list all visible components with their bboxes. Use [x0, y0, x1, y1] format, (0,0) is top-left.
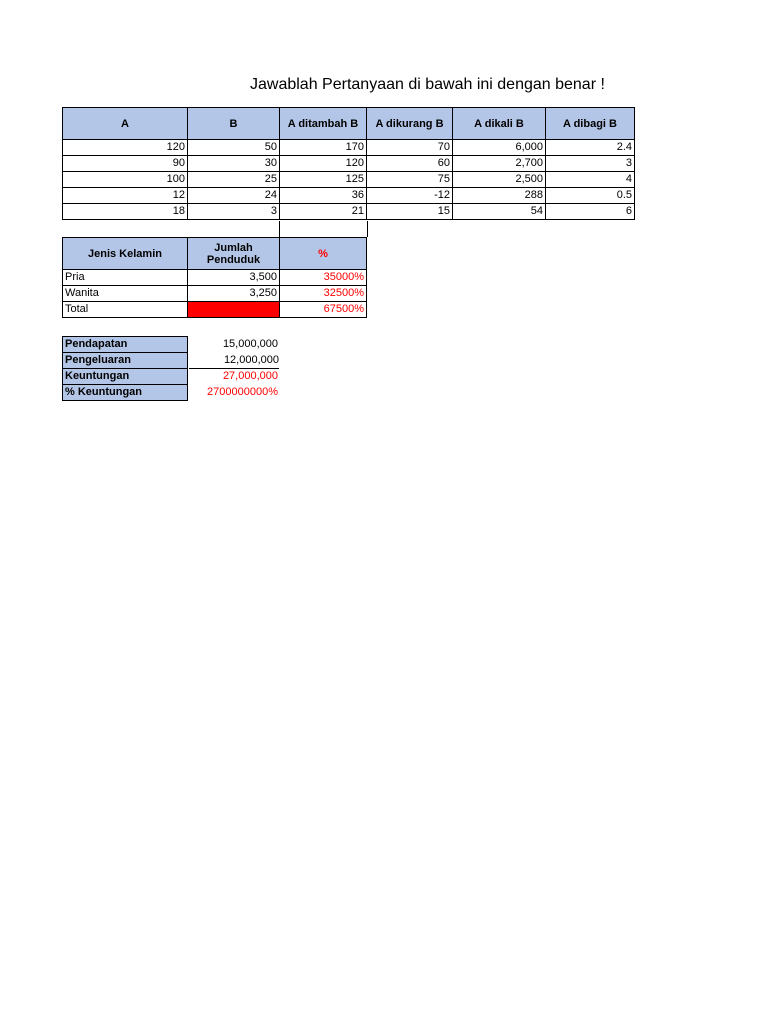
table-row [63, 286, 367, 302]
cell[interactable]: 4 [546, 172, 635, 188]
table-row [63, 302, 367, 318]
table-row [63, 172, 635, 188]
cell[interactable]: 125 [280, 172, 367, 188]
header-population-line1: Jumlah [214, 241, 253, 254]
table-row [63, 140, 635, 156]
header-row [63, 238, 367, 270]
cell[interactable]: 100 [63, 172, 188, 188]
cell[interactable]: 120 [63, 140, 188, 156]
header-multiply[interactable]: A dikali B [453, 108, 546, 140]
cell[interactable]: 12 [63, 188, 188, 204]
cell[interactable]: 120 [280, 156, 367, 172]
cell[interactable]: 2,700 [453, 156, 546, 172]
cell[interactable]: 6 [546, 204, 635, 220]
gender-label[interactable]: Pria [63, 270, 188, 286]
population-percent[interactable]: 32500% [280, 286, 367, 302]
cell[interactable]: 170 [280, 140, 367, 156]
expense-value[interactable]: 12,000,000 [189, 352, 279, 369]
profit-percent-label[interactable]: % Keuntungan [62, 384, 188, 401]
income-label[interactable]: Pendapatan [62, 336, 188, 352]
arithmetic-table [62, 107, 635, 220]
cell[interactable]: 288 [453, 188, 546, 204]
profit-label[interactable]: Keuntungan [62, 368, 188, 384]
profit-value[interactable]: 27,000,000 [222, 370, 278, 382]
cell[interactable]: 70 [367, 140, 453, 156]
header-divide[interactable]: A dibagi B [546, 108, 635, 140]
header-subtract[interactable]: A dikurang B [367, 108, 453, 140]
population-table [62, 237, 367, 318]
cell[interactable]: -12 [367, 188, 453, 204]
gender-label[interactable]: Wanita [63, 286, 188, 302]
total-count-highlighted[interactable] [188, 302, 280, 318]
cell[interactable]: 18 [63, 204, 188, 220]
cell[interactable]: 25 [188, 172, 280, 188]
cell[interactable]: 24 [188, 188, 280, 204]
total-percent[interactable]: 67500% [280, 302, 367, 318]
cell[interactable]: 15 [367, 204, 453, 220]
cell[interactable]: 60 [367, 156, 453, 172]
header-population[interactable] [188, 238, 280, 270]
cell[interactable]: 3 [546, 156, 635, 172]
header-row [63, 108, 635, 140]
cell[interactable]: 6,000 [453, 140, 546, 156]
header-gender[interactable]: Jenis Kelamin [63, 238, 188, 270]
header-b[interactable]: B [188, 108, 280, 140]
cell[interactable]: 0.5 [546, 188, 635, 204]
cell[interactable]: 54 [453, 204, 546, 220]
expense-label[interactable]: Pengeluaran [62, 352, 188, 368]
table-row [63, 156, 635, 172]
population-count[interactable]: 3,250 [188, 286, 280, 302]
income-value[interactable]: 15,000,000 [222, 338, 278, 350]
cell[interactable]: 21 [280, 204, 367, 220]
population-percent[interactable]: 35000% [280, 270, 367, 286]
page-title: Jawablah Pertanyaan di bawah ini dengan benar ! [250, 76, 605, 93]
table-row [63, 188, 635, 204]
cell[interactable]: 2,500 [453, 172, 546, 188]
cell[interactable]: 75 [367, 172, 453, 188]
header-a[interactable]: A [63, 108, 188, 140]
header-percent[interactable]: % [280, 238, 367, 270]
cell[interactable]: 3 [188, 204, 280, 220]
header-population-line2: Penduduk [206, 253, 261, 266]
cell[interactable]: 2.4 [546, 140, 635, 156]
header-add[interactable]: A ditambah B [280, 108, 367, 140]
cell[interactable]: 36 [280, 188, 367, 204]
cell[interactable]: 30 [188, 156, 280, 172]
cell[interactable]: 50 [188, 140, 280, 156]
table-row [63, 270, 367, 286]
population-count[interactable]: 3,500 [188, 270, 280, 286]
table-row [63, 204, 635, 220]
empty-cell-border [279, 221, 368, 237]
cell[interactable]: 90 [63, 156, 188, 172]
total-label[interactable]: Total [63, 302, 188, 318]
profit-percent-value[interactable]: 2700000000% [207, 386, 278, 398]
